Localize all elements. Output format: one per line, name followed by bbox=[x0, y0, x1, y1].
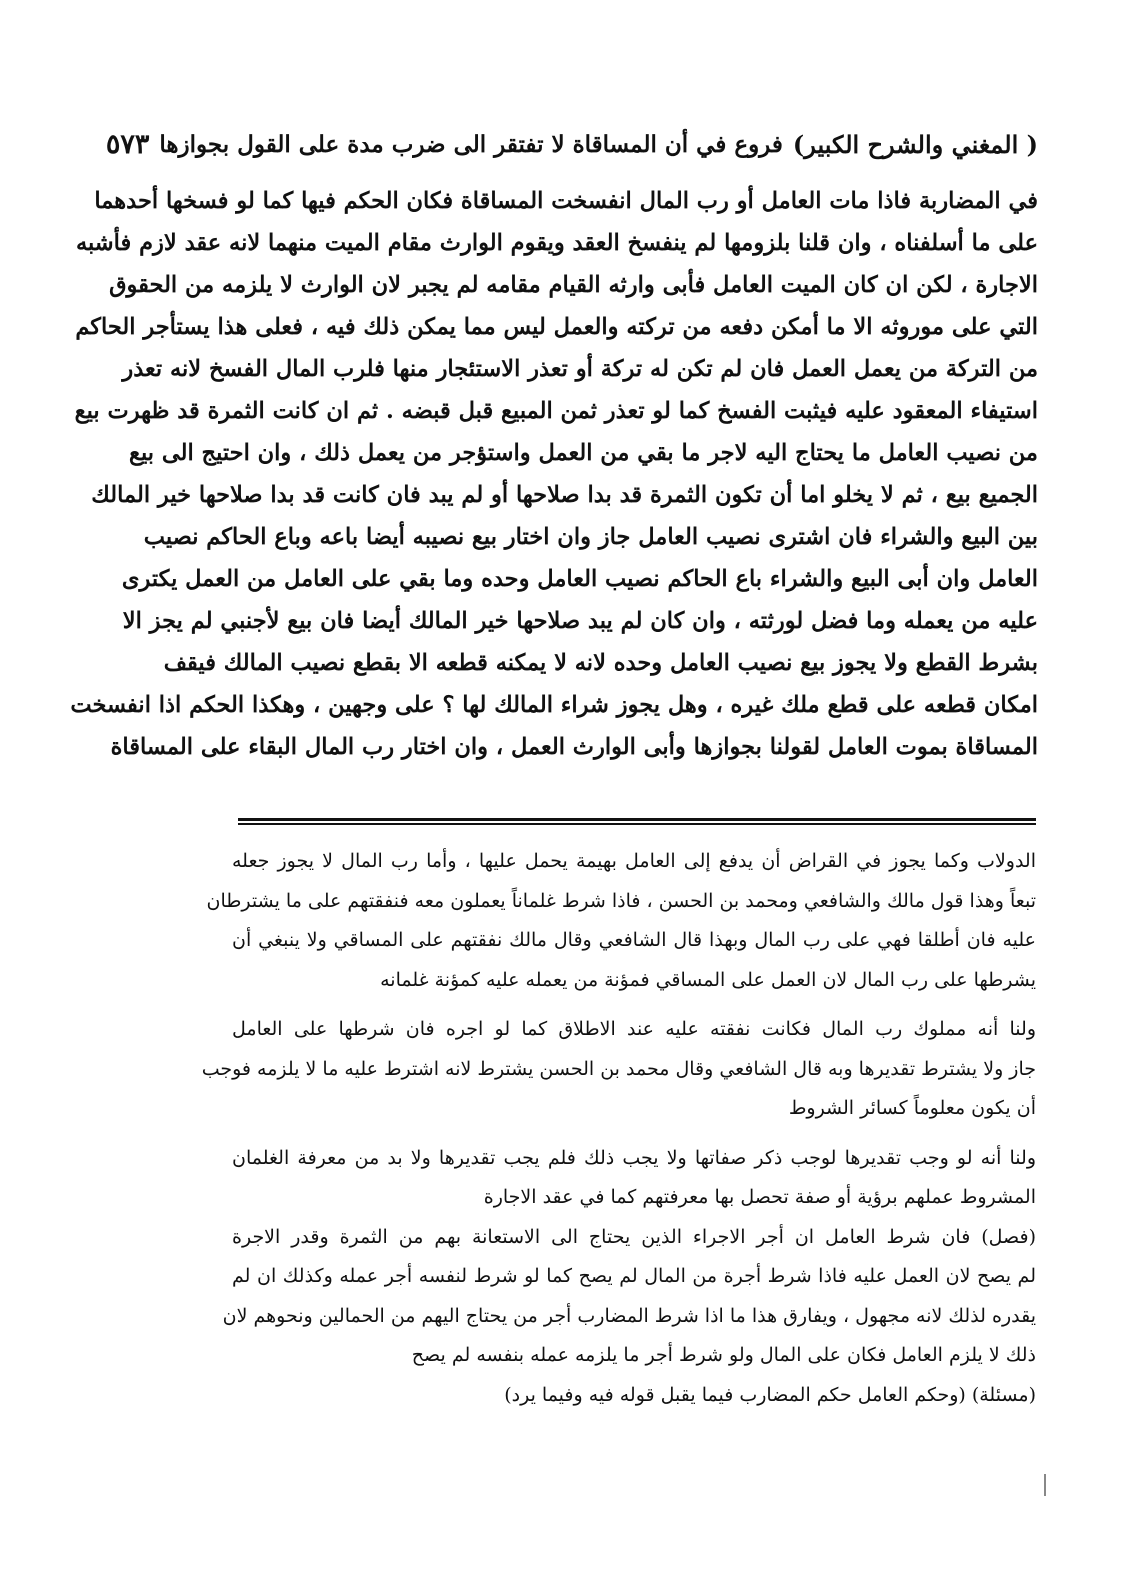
main-text-line: العامل وان أبى البيع والشراء باع الحاكم نصيب العامل وحده وما بقي على العامل من العمل يكترى bbox=[121, 566, 1038, 592]
main-text-line: المساقاة بموت العامل لقولنا بجوازها وأبى الوارث العمل ، وان اختار رب المال البقاء على المساقاة bbox=[110, 734, 1038, 760]
main-text-line: في المضاربة فاذا مات العامل أو رب المال انفسخت المساقاة فكان الحكم فيها كما لو فسخها أحدهما bbox=[94, 188, 1038, 214]
commentary-line: تبعاً وهذا قول مالك والشافعي ومحمد بن الحسن ، فاذا شرط غلماناً يعملون معه فنفقتهم على ما يشترطان bbox=[206, 889, 1036, 912]
commentary-line: ولنا أنه مملوك رب المال فكانت نفقته عليه عند الاطلاق كما لو اجره فان شرطها على العامل bbox=[232, 1018, 1036, 1040]
main-text-line: عليه من يعمله وما فضل لورثته ، وان كان لم يبد صلاحها خير المالك أيضا فان بيع لأجنبي لم يجز الا bbox=[122, 608, 1038, 634]
main-text-line: التي على موروثه الا ما أمكن دفعه من تركته والعمل ليس مما يمكن ذلك فيه ، فعلى هذا يستأجر الحاكم bbox=[75, 314, 1038, 340]
commentary-line: ذلك لا يلزم العامل فكان على المال ولو شرط أجر ما يلزمه عمله بنفسه لم يصح bbox=[411, 1344, 1036, 1366]
section-topic: فروع في أن المساقاة لا تفتقر الى ضرب مدة على القول بجوازها bbox=[159, 130, 783, 158]
commentary-line: ولنا أنه لو وجب تقديرها لوجب ذكر صفاتها ولا يجب ذلك فلم يجب تقديرها ولا بد من معرفة الغلمان bbox=[232, 1146, 1036, 1169]
main-text-line: استيفاء المعقود عليه فيثبت الفسخ كما لو تعذر ثمن المبيع قبل قبضه . ثم ان كانت الثمرة قد ظهرت بيع bbox=[74, 398, 1038, 424]
commentary-line: المشروط عملهم برؤية أو صفة تحصل بها معرفتهم كما في عقد الاجارة bbox=[483, 1186, 1036, 1208]
commentary-line: (فصل) فان شرط العامل ان أجر الاجراء الذين يحتاج الى الاستعانة بهم من الثمرة وقدر الاجرة bbox=[232, 1225, 1036, 1248]
main-text-line: من نصيب العامل ما يحتاج اليه لاجر ما بقي من العمل واستؤجر من يعمل ذلك ، وان احتيج الى بيع bbox=[129, 440, 1038, 466]
commentary-line: أن يكون معلوماً كسائر الشروط bbox=[788, 1097, 1036, 1119]
commentary-line: جاز ولا يشترط تقديرها وبه قال الشافعي وقال محمد بن الحسن يشترط لانه اشترط عليه ما لا يلزمه فوجب bbox=[201, 1057, 1036, 1080]
main-text-line: على ما أسلفناه ، وان قلنا بلزومها لم ينفسخ العقد ويقوم الوارث مقام الميت منهما لانه عقد لازم فأشبه bbox=[75, 230, 1038, 256]
double-rule-divider bbox=[238, 818, 1036, 825]
main-text-block bbox=[70, 180, 1038, 768]
commentary-line: يشرطها على رب المال لان العمل على المساقي فمؤنة من يعمله عليه كمؤنة غلمانه bbox=[380, 968, 1036, 991]
main-text-line: الاجارة ، لكن ان كان الميت العامل فأبى وارثه القيام مقامه لم يجبر لان الوارث لا يلزمه من الحقوق bbox=[109, 272, 1038, 298]
main-text-line: من التركة من يعمل العمل فان لم تكن له تركة أو تعذر الاستئجار منها فلرب المال الفسخ لانه تعذر bbox=[122, 356, 1038, 382]
page-number: ٥٧٣ bbox=[105, 128, 150, 160]
main-text-line: امكان قطعه على قطع ملك غيره ، وهل يجوز شراء المالك لها ؟ على وجهين ، وهكذا الحكم اذا انفسخت bbox=[70, 692, 1038, 718]
commentary-line: الدولاب وكما يجوز في القراض أن يدفع إلى العامل بهيمة يحمل عليها ، وأما رب المال لا يجوز جعله bbox=[232, 850, 1036, 872]
margin-mark bbox=[1044, 1474, 1046, 1496]
commentary-line: عليه فان أطلقا فهي على رب المال وبهذا قال الشافعي وقال مالك نفقتهم على المساقي ولا ينبغي أن bbox=[232, 929, 1036, 951]
running-header bbox=[105, 120, 1038, 168]
book-title: ( المغني والشرح الكبير) bbox=[792, 129, 1038, 159]
main-text-line: بين البيع والشراء فان اشترى نصيب العامل جاز وان اختار بيع نصيبه أيضا باعه وباع الحاكم نصيب bbox=[143, 524, 1038, 550]
main-text-line: الجميع بيع ، ثم لا يخلو اما أن تكون الثمرة قد بدا صلاحها أو لم يبد فان كانت قد بدا صلاحها خير المالك bbox=[91, 482, 1038, 508]
main-text-line: بشرط القطع ولا يجوز بيع نصيب العامل وحده لانه لا يمكنه قطعه الا بقطع نصيب المالك فيقف bbox=[163, 650, 1038, 676]
commentary-text-block bbox=[201, 842, 1036, 1415]
commentary-line: يقدره لذلك لانه مجهول ، ويفارق هذا ما اذا شرط المضارب أجر من يحتاج اليهم من الحمالين ونحوهم لان bbox=[222, 1304, 1036, 1327]
issue-heading: (مسئلة) (وحكم العامل حكم المضارب فيما يقبل قوله فيه وفيما يرد) bbox=[504, 1383, 1036, 1406]
commentary-line: لم يصح لان العمل عليه فاذا شرط أجرة من المال لم يصح كما لو شرط لنفسه أجر عمله وكذلك ان لم bbox=[232, 1265, 1036, 1287]
